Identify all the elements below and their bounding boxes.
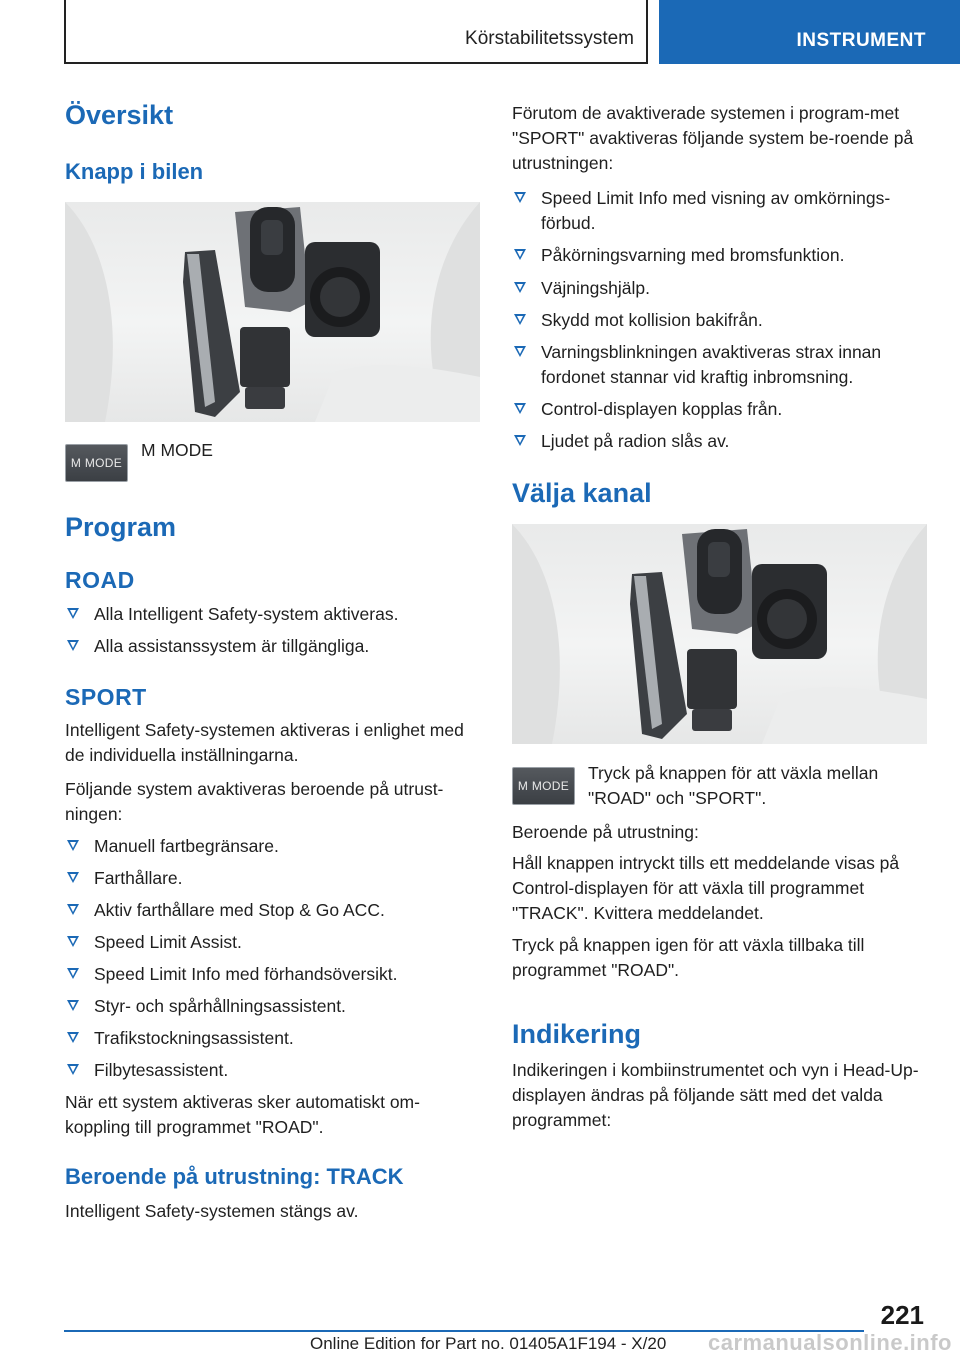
page-number: 221 [880,1300,924,1330]
deactivated-list-item: Varningsblinkningen avaktiveras strax innan fordonet stannar vid kraftig inbromsning. [512,340,929,390]
sport-list-item: Farthållare. [65,866,480,891]
console-photo [512,524,927,744]
sport-paragraph-1: Intelligent Safety-systemen aktiveras i enlighet med de individuella inställningarna. [65,720,464,765]
sport-paragraph-2: Följande system avaktiveras beroende på utrust‐ningen: [65,779,444,824]
bullet-triangle-icon [67,608,79,619]
overview-heading: Översikt [65,100,174,130]
header-chapter-tab [659,0,960,64]
track-paragraph: Intelligent Safety-systemen stängs av. [65,1201,359,1221]
indicator-paragraph: Indikeringen i kombiinstrumentet och vyn i Head-Up-displayen ändras på följande sätt med det valda programmet: [512,1060,919,1130]
bullet-triangle-icon [67,968,79,979]
console-illustration [512,524,927,744]
header-chapter-title: INSTRUMENT [796,30,926,51]
equipment-paragraph: Beroende på utrustning: [512,822,699,842]
bullet-triangle-icon [514,403,526,414]
bullet-triangle-icon [67,1032,79,1043]
mmode-button-icon [65,444,128,482]
mmode-caption: M MODE [141,440,213,460]
deactivated-list-item: Väjningshjälp. [512,276,929,301]
deactivated-list-item: Ljudet på radion slås av. [512,429,929,454]
sport-list-item: Manuell fartbegränsare. [65,834,480,859]
track-heading: Beroende på utrustning: TRACK [65,1164,404,1189]
bullet-triangle-icon [514,314,526,325]
mmode-button-icon [512,767,575,805]
road-heading: ROAD [65,567,135,593]
bullet-triangle-icon [514,249,526,260]
bullet-triangle-icon [514,282,526,293]
header-section-title: Körstabilitetssystem [465,28,634,49]
bullet-triangle-icon [514,192,526,203]
bullet-triangle-icon [67,904,79,915]
sport-paragraph-3: När ett system aktiveras sker automatiskt om‐koppling till programmet "ROAD". [65,1092,420,1137]
hold-button-paragraph: Håll knappen intryckt tills ett meddelande visas på Control-displayen för att växla till programmet "TRACK". Kvittera meddelandet. [512,853,900,923]
sport-list-item: Speed Limit Assist. [65,930,480,955]
bullet-triangle-icon [67,936,79,947]
bullet-triangle-icon [67,872,79,883]
header-section-box [64,0,648,64]
button-subheading: Knapp i bilen [65,159,204,184]
sport-list-item: Styr- och spårhållningsassistent. [65,994,480,1019]
deactivated-list-item: Skydd mot kollision bakifrån. [512,308,929,333]
channel-heading: Välja kanal [512,478,652,508]
bullet-triangle-icon [514,435,526,446]
deactivated-list-item: Control-displayen kopplas från. [512,397,929,422]
sport-list-item: Filbytesassistent. [65,1058,480,1083]
program-heading: Program [65,512,177,542]
bullet-triangle-icon [67,640,79,651]
road-list-item: Alla Intelligent Safety-system aktiveras. [65,602,480,627]
bullet-triangle-icon [67,1064,79,1075]
deactivated-list-item: Påkörningsvarning med bromsfunktion. [512,243,929,268]
edition-text: Online Edition for Part no. 01405A1F194 - X/20 [310,1334,667,1353]
bullet-triangle-icon [514,346,526,357]
console-photo [65,202,480,422]
sport-list-item: Speed Limit Info med förhandsöversikt. [65,962,480,987]
watermark-text: carmanualsonline.info [708,1330,952,1355]
sport-heading: SPORT [65,684,147,710]
bullet-triangle-icon [67,840,79,851]
back-paragraph: Tryck på knappen igen för att växla tillbaka till programmet "ROAD". [512,935,865,980]
indicator-heading: Indikering [512,1019,642,1049]
sport-list-item: Aktiv farthållare med Stop & Go ACC. [65,898,480,923]
console-illustration [65,202,480,422]
sport-list-item: Trafikstockningsassistent. [65,1026,480,1051]
intro-paragraph: Förutom de avaktiverade systemen i program‐met "SPORT" avaktiveras följande system be‐roende på utrustningen: [512,103,914,173]
mmode-button-label: M MODE [517,779,570,793]
bullet-triangle-icon [67,1000,79,1011]
deactivated-list-item: Speed Limit Info med visning av omkörnings‐förbud. [512,186,929,236]
mmode-button-label: M MODE [70,456,123,470]
road-list-item: Alla assistanssystem är tillgängliga. [65,634,480,659]
channel-caption: Tryck på knappen för att växla mellan "ROAD" och "SPORT". [588,763,879,808]
